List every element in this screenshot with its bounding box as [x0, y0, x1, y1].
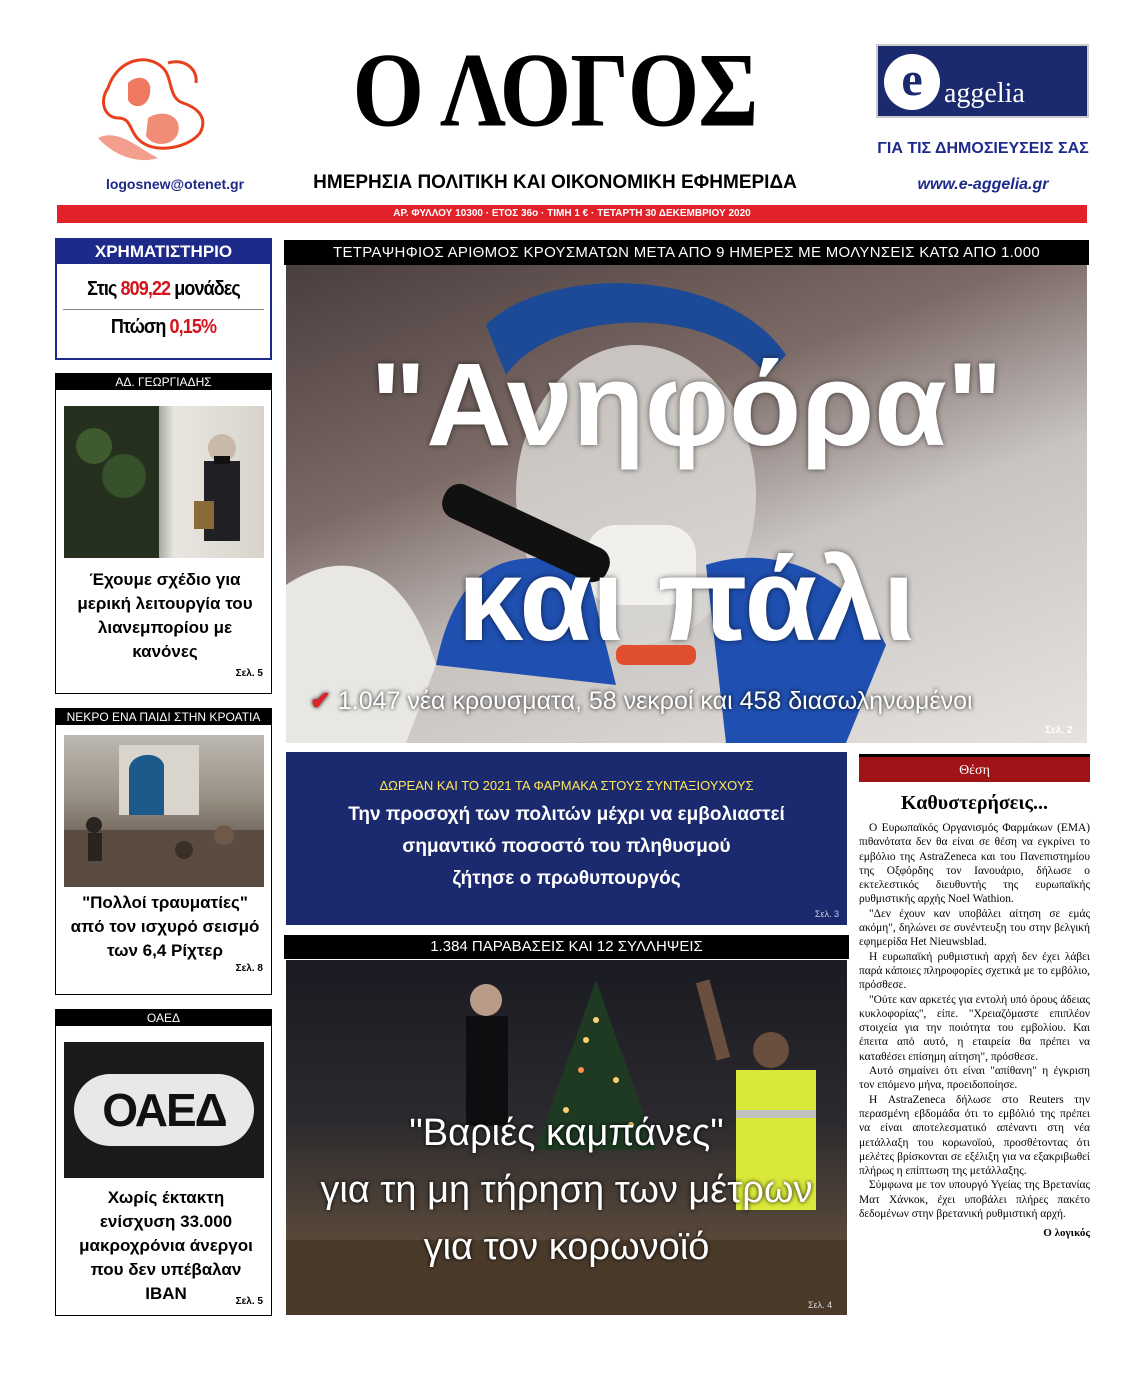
opinion-p1: Ο Ευρωπαϊκός Οργανισμός Φαρμάκων (ΕΜΑ) πιθανότατα δεν θα είναι σε θέση να εγκρίνει το εμβόλιο της AstraZeneca και του Πανεπιστημίου της Οξφόρδης τον Ιανουάριο, δήλωσε ο εκτελεστικός διευθυντής της ευρωπαϊκής ρυθμιστικής αρχής Noel Wathion. — [859, 822, 1090, 906]
masthead-email: logosnew@otenet.gr — [105, 176, 245, 192]
lead-subline — [310, 686, 1070, 716]
market-heading: ΧΡΗΜΑΤΙΣΤΗΡΙΟ — [57, 240, 270, 264]
story-blue-line3: ζήτησε ο πρωθυπουργός — [452, 868, 681, 889]
opinion-p7: Σύμφωνα με τον υπουργό Υγείας της Βρετανίας Ματ Χάνκοκ, έχει υποβάλει πλήρες πακέτο δεδομένων στην βρετανική ρυθμιστική αρχή. — [859, 1179, 1090, 1221]
opinion-signature: Ο λογικός — [1043, 1227, 1090, 1240]
masthead-subtitle: ΗΜΕΡΗΣΙΑ ΠΟΛΙΤΙΚΗ ΚΑΙ ΟΙΚΟΝΟΜΙΚΗ ΕΦΗΜΕΡΙΔΑ — [313, 172, 797, 193]
ad-url: www.e-aggelia.gr — [917, 176, 1049, 193]
opinion-p5: Αυτό σημαίνει ότι είναι "απίθανη" η έγκριση τον επόμενο μήνα, προειδοποίησε. — [859, 1065, 1090, 1092]
masthead-title: Ο ΛΟΓΟΣ — [352, 31, 758, 149]
opinion-label: Θέση — [859, 754, 1090, 782]
ad-logo-letter: e — [884, 54, 940, 110]
lead-title-line1: "Ανηφόρα" — [370, 339, 1003, 471]
ad-logo-word: aggelia — [944, 78, 1025, 109]
market-index-value: 809,22 — [120, 278, 171, 300]
side-story-3-caption: Χωρίς έκτακτη ενίσχυση 33.000 μακροχρόνια άνεργοι που δεν υπέβαλαν IBAN — [79, 1188, 253, 1303]
side-story-2-caption: "Πολλοί τραυματίες" από τον ισχυρό σεισμό των 6,4 Ρίχτερ — [70, 893, 260, 960]
market-change-pre: Πτώση — [110, 316, 170, 338]
story-blue-kicker: ΔΩΡΕΑΝ ΚΑΙ ΤΟ 2021 ΤΑ ΦΑΡΜΑΚΑ ΣΤΟΥΣ ΣΥΝΤΑΞΙΟΥΧΟΥΣ — [379, 778, 754, 793]
lead-title-line2: και πάλι — [457, 534, 916, 666]
side-story-1-heading: ΑΔ. ΓΕΩΡΓΙΑΔΗΣ — [56, 374, 271, 390]
masthead-logo-illustration — [88, 48, 218, 168]
opinion-body — [859, 821, 1090, 1221]
story-blue-line1: Την προσοχή των πολιτών μέχρι να εμβολιαστεί — [348, 804, 785, 825]
side-story-1-page: Σελ. 5 — [235, 668, 263, 679]
market-box — [55, 238, 272, 360]
opinion-title: Καθυστερήσεις... — [901, 792, 1048, 814]
side-story-3-heading: ΟΑΕΔ — [56, 1010, 271, 1026]
side-story-3-photo — [64, 1042, 264, 1178]
side-story-3-photo-logo: ΟΑΕΔ — [74, 1074, 254, 1146]
opinion-p3: Η ευρωπαϊκή ρυθμιστική αρχή δεν έχει λάβει παρά κάποιες πληροφορίες σχετικά με το εμβόλιο, πρόσθεσε. — [859, 950, 1090, 992]
side-story-1-caption: Έχουμε σχέδιο για μερική λειτουργία του λιανεμπορίου με κανόνες — [77, 570, 253, 661]
story-second-title — [286, 1105, 847, 1276]
lead-subline-text: 1.047 νέα κρουσματα, 58 νεκροί και 458 διασωληνωμένοι — [337, 687, 973, 715]
opinion-p2: "Δεν έχουν καν υποβάλει αίτηση σε εμάς ακόμη", δηλώνει σε συνέντευξη του στην βελγική εφημερίδα Het Nieuwsblad. — [859, 907, 1090, 949]
story-second-banner: 1.384 ΠΑΡΑΒΑΣΕΙΣ ΚΑΙ 12 ΣΥΛΛΗΨΕΙΣ — [284, 935, 849, 959]
market-index-line — [68, 278, 260, 301]
opinion-column — [859, 754, 1090, 1239]
side-story-2 — [55, 708, 272, 995]
issue-line: ΑΡ. ΦΥΛΛΟΥ 10300 · ΕΤΟΣ 36ο · ΤΙΜΗ 1 € · ΤΕΤΑΡΤΗ 30 ΔΕΚΕΜΒΡΙΟΥ 2020 — [57, 205, 1087, 223]
story-second-page: Σελ. 4 — [808, 1300, 833, 1310]
side-story-2-heading: ΝΕΚΡΟ ΕΝΑ ΠΑΙΔΙ ΣΤΗΝ ΚΡΟΑΤΙΑ — [56, 709, 271, 725]
market-index-post: μονάδες — [170, 278, 240, 300]
side-story-3-page: Σελ. 5 — [235, 1296, 263, 1307]
opinion-p4: "Ούτε καν αρκετές για εντολή υπό όρους άδειας κυκλοφορίας", είπε. "Χρειαζόμαστε επιπλέον στοιχεία για την ποιότητα του εμβολίου. Και έπειτα από αυτό, η εταιρεία θα πρέπει να καταθέσει επίσημη αίτηση", πρόσθεσε. — [859, 993, 1090, 1063]
market-change-value: 0,15% — [169, 316, 217, 338]
ad-tagline: ΓΙΑ ΤΙΣ ΔΗΜΟΣΙΕΥΣΕΙΣ ΣΑΣ — [877, 140, 1089, 157]
side-story-1-photo — [64, 406, 264, 558]
story-second-line1: "Βαριές καμπάνες" — [409, 1112, 724, 1154]
opinion-p6: Η AstraZeneca δήλωσε στο Reuters την περασμένη εβδομάδα ότι το εμβόλιό της πρέπει να είναι αποτελεσματικό απέναντι στη νέα μετάλλαξη του κορωνοϊού, προσθέτοντας ότι μελέτες βρίσκονται σε εξέλιξη για να εξακριβωθεί πλήρως η επίπτωση της μετάλλαξης. — [859, 1093, 1090, 1178]
side-story-3 — [55, 1009, 272, 1316]
story-blue — [286, 752, 847, 925]
market-change-line — [68, 316, 260, 339]
lead-page: Σελ. 2 — [1045, 725, 1073, 736]
side-story-1 — [55, 373, 272, 694]
lead-photo — [286, 265, 1087, 743]
story-second-line3: για τον κορωνοϊό — [423, 1226, 710, 1268]
story-blue-page: Σελ. 3 — [814, 909, 839, 919]
story-blue-line2: σημαντικό ποσοστό του πληθυσμού — [402, 836, 731, 857]
market-index-pre: Στις — [87, 278, 121, 300]
lead-banner: ΤΕΤΡΑΨΗΦΙΟΣ ΑΡΙΘΜΟΣ ΚΡΟΥΣΜΑΤΩΝ ΜΕΤΑ ΑΠΟ 9 ΗΜΕΡΕΣ ΜΕ ΜΟΛΥΝΣΕΙΣ ΚΑΤΩ ΑΠΟ 1.000 — [284, 240, 1089, 265]
story-second-line2: για τη μη τήρηση των μέτρων — [320, 1169, 813, 1211]
check-icon: ✔ — [310, 687, 331, 715]
side-story-2-photo — [64, 735, 264, 887]
side-story-2-page: Σελ. 8 — [235, 963, 263, 974]
